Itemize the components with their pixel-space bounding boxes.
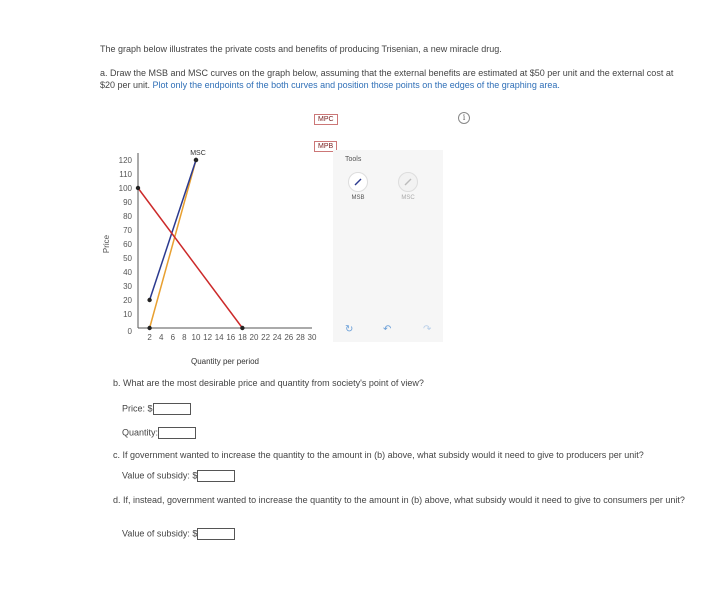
x-tick-label: 2 (147, 333, 152, 342)
y-tick-label: 10 (123, 310, 132, 319)
graph-area[interactable] (100, 150, 325, 375)
msc-line-icon (398, 172, 418, 192)
y-tick-label: 50 (123, 254, 132, 263)
x-tick-label: 16 (226, 333, 236, 342)
quantity-label: Quantity: (122, 427, 159, 438)
legend-mpc[interactable]: MPC (314, 114, 338, 125)
part-c-question: c. If government wanted to increase the quantity to the amount in (b) above, what subsidy would it need to give to producers per unit? (113, 450, 644, 460)
part-a-highlight: Plot only the endpoints of the both curves and position those points on the edges of the graphing area. (152, 80, 560, 90)
mpc-line (150, 160, 196, 328)
mpb-endpoint-1 (240, 326, 244, 330)
x-tick-label: 8 (182, 333, 187, 342)
y-tick-label: 70 (123, 226, 132, 235)
msc-endpoint-0 (147, 298, 151, 302)
msb-tool[interactable] (341, 172, 375, 201)
msc-curve-label: MSC (190, 150, 206, 157)
reset-icon[interactable]: ↻ (345, 324, 354, 335)
producer-subsidy-row (122, 470, 235, 482)
consumer-subsidy-input[interactable] (197, 528, 235, 540)
info-icon[interactable]: i (458, 112, 470, 124)
x-axis-label: Quantity per period (190, 357, 260, 366)
producer-subsidy-input[interactable] (197, 470, 235, 482)
x-tick-label: 6 (170, 333, 176, 342)
part-a-question (100, 67, 690, 91)
consumer-subsidy-row (122, 528, 235, 540)
producer-subsidy-label: Value of subsidy: $ (122, 470, 198, 481)
tools-panel (333, 150, 443, 342)
quantity-input[interactable] (158, 427, 196, 439)
x-tick-label: 12 (203, 333, 213, 342)
x-tick-label: 18 (237, 333, 247, 342)
x-tick-label: 30 (307, 333, 317, 342)
y-tick-label: 110 (119, 170, 132, 179)
y-axis-label: Price (102, 234, 111, 254)
part-a-text: a. Draw the MSB and MSC curves on the graph below, assuming that the external benefits are estimated at $50 per unit and the external cost at $20 per unit. (100, 68, 674, 90)
undo-icon[interactable]: ↶ (383, 324, 392, 335)
x-tick-label: 14 (214, 333, 224, 342)
mpb-endpoint-0 (136, 186, 140, 190)
part-b-question: b. What are the most desirable price and quantity from society's point of view? (113, 378, 424, 388)
y-tick-label: 100 (118, 184, 132, 193)
msc-line (150, 160, 196, 300)
price-input[interactable] (153, 403, 191, 415)
x-tick-label: 20 (249, 333, 259, 342)
price-row (122, 403, 191, 415)
price-label: Price: $ (122, 403, 153, 414)
y-tick-label: 30 (123, 282, 132, 291)
redo-icon[interactable]: ↷ (423, 324, 432, 335)
x-tick-label: 24 (272, 333, 282, 342)
origin-label: 0 (127, 327, 132, 336)
mpc-endpoint-0 (147, 326, 151, 330)
msb-tool-label: MSB (351, 195, 365, 201)
y-tick-label: 20 (123, 296, 132, 305)
part-d-question: d. If, instead, government wanted to increase the quantity to the amount in (b) above, what subsidy would it need to give to consumers per unit? (113, 495, 685, 505)
msb-line-icon (348, 172, 368, 192)
x-tick-label: 4 (158, 333, 164, 342)
y-tick-label: 40 (123, 268, 132, 277)
intro-text: The graph below illustrates the private costs and benefits of producing Trisenian, a new miracle drug. (100, 44, 502, 54)
y-tick-label: 120 (118, 156, 132, 165)
quantity-row (122, 427, 196, 439)
x-tick-label: 26 (284, 333, 294, 342)
y-tick-label: 90 (123, 198, 132, 207)
y-tick-label: 80 (123, 212, 132, 221)
x-tick-label: 28 (295, 333, 305, 342)
msc-tool[interactable] (391, 172, 425, 201)
tool-actions (333, 324, 443, 338)
legend-mpb[interactable]: MPB (314, 141, 337, 152)
consumer-subsidy-label: Value of subsidy: $ (122, 528, 198, 539)
mpb-line (138, 188, 242, 328)
msc-endpoint-1 (194, 158, 198, 162)
x-tick-label: 22 (261, 333, 271, 342)
x-tick-label: 10 (191, 333, 201, 342)
y-tick-label: 60 (123, 240, 132, 249)
msc-tool-label: MSC (401, 195, 415, 201)
tools-title: Tools (345, 156, 362, 163)
